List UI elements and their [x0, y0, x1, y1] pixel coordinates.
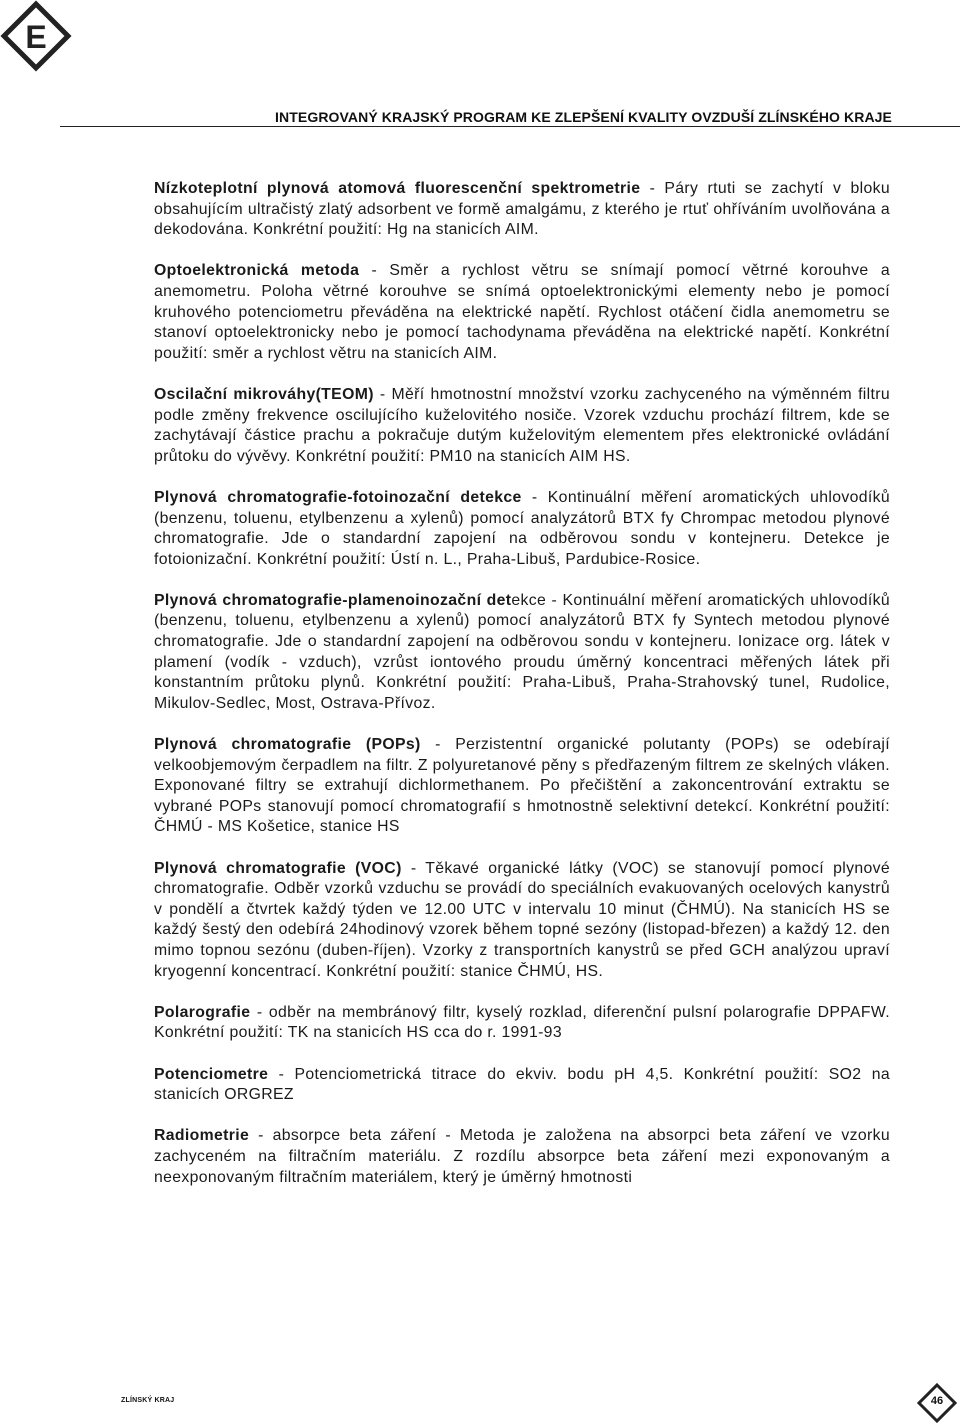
paragraph-title: Oscilační mikrováhy(TEOM) — [154, 385, 374, 403]
paragraph-title: Nízkoteplotní plynová atomová fluorescenční spektrometrie — [154, 180, 641, 197]
paragraph-teom — [154, 385, 890, 467]
logo-letter: E — [25, 19, 47, 55]
paragraph-title: Optoelektronická metoda — [154, 262, 360, 280]
paragraph-body: - Potenciometrická titrace do ekviv. bodu pH 4,5. Konkrétní použití: SO2 na stanicích ORGREZ — [154, 1065, 890, 1104]
paragraph-body: ekce - Kontinuální měření aromatických uhlovodíků (benzenu, toluenu, etylbenzenu a xylenů) pomocí analyzátorů BTX fy Syntech metodou plynové chromatografie. Jde o standardní zapojení na odběrovou sondu v kontejneru. Ionizace org. látek v plamení (vodík - vzduch), vzrůst iontového proudu úměrný koncentraci měřených látek při konstantním průtoku plynů. Konkrétní použití: Praha-Libuš, Praha-Strahovský tunel, Rudolice, Mikulov-Sedlec, Most, Ostrava-Přívoz. — [154, 591, 890, 712]
paragraph-body: - absorpce beta záření - Metoda je založena na absorpci beta záření ve vzorku zachyceném na filtračním materiálu. Z rozdílu absorpce beta záření mezi exponovaným a neexponovaným filtračním materiálem, který je úměrný hmotnosti — [154, 1127, 890, 1186]
paragraph-body: - Kontinuální měření aromatických uhlovodíků (benzenu, toluenu, etylbenzenu a xylenů) pomocí analyzátorů BTX fy Chrompac metodou plynové chromatografie. Jde o standardní zapojení na odběrovou sondu v kontejneru. Detekce je fotoionizační. Konkrétní použití: Ústí n. L., Praha-Libuš, Pardubice-Rosice. — [154, 488, 890, 568]
main-content — [154, 179, 890, 1209]
paragraph-body: - Perzistentní organické polutanty (POPs) se odebírají velkoobjemovým čerpadlem na filtr. Z polyuretanové pěny s předřazeným filtrem ze skelných vláken. Exponované filtry se extrahují dichlormethanem. Po přečištění a zakoncentrování extraktu se vybrané POPs stanovují pomocí chromatografií s hmotnostně selektivní detekcí. Konkrétní použití: ČHMÚ - MS Košetice, stanice HS — [154, 736, 890, 836]
page-number: 46 — [930, 1395, 944, 1407]
paragraph-body: - Těkavé organické látky (VOC) se stanovují pomocí plynové chromatografie. Odběr vzorků vzduchu se provádí do speciálních evakuovaných ocelových kanystrů v pondělí a čtvrtek každý týden ve 12.00 UTC v intervalu 10 minut (ČHMÚ). Na stanicích HS se každý šestý den odebírá 24hodinový vzorek během topné sezóny (listopad-březen) a každý 12. den mimo topnou sezónu (duben-říjen). Vzorky z transportních kanystrů se před GCH analýzou upraví kryogenní koncentrací. Konkrétní použití: stanice ČHMÚ, HS. — [154, 859, 890, 980]
paragraph-gc-pid — [154, 488, 890, 570]
paragraph-title: Plynová chromatografie (VOC) — [154, 859, 402, 877]
paragraph-gc-pops — [154, 735, 890, 838]
paragraph-title: Plynová chromatografie (POPs) — [154, 736, 421, 754]
paragraph-potentiometry — [154, 1065, 890, 1106]
header-title: INTEGROVANÝ KRAJSKÝ PROGRAM KE ZLEPŠENÍ KVALITY OVZDUŠÍ ZLÍNSKÉHO KRAJE — [275, 109, 892, 125]
e-logo-icon — [0, 0, 72, 72]
paragraph-title: Radiometrie — [154, 1127, 250, 1145]
paragraph-optoelectronic — [154, 261, 890, 364]
paragraph-title: Potenciometre — [154, 1065, 269, 1083]
paragraph-radiometry — [154, 1126, 890, 1188]
paragraph-body: - Měří hmotnostní množství vzorku zachyceného na výměnném filtru podle změny frekvence oscilujícího kuželovitého nosiče. Vzorek vzduchu prochází filtrem, kde se zachytávají částice prachu a pokračuje dutým kuželovitým elementem přes elektronické ovládání průtoku do vývěvy. Konkrétní použití: PM10 na stanicích AIM HS. — [154, 385, 891, 465]
paragraph-gc-voc — [154, 859, 890, 983]
paragraph-gc-fid — [154, 591, 890, 715]
paragraph-title: Plynová chromatografie-plamenoinozační det — [154, 591, 512, 609]
paragraph-title: Polarografie — [154, 1003, 251, 1021]
paragraph-body: - Směr a rychlost větru se snímají pomocí větrné korouhve a anemometru. Poloha větrné korouhve se snímá optoelektronickými elementy nebo je pomocí kruhového potenciometru převáděna na elektrické napětí. Rychlost otáčení čidla anemometru se stanoví optoelektronicky nebo je pomocí tachodynama převáděna na elektrické napětí. Konkrétní použití: směr a rychlost větru na stanicích AIM. — [154, 262, 890, 362]
paragraph-body: - odběr na membránový filtr, kyselý rozklad, diferenční pulsní polarografie DPPAFW. Konkrétní použití: TK na stanicích HS cca do r. 1991-93 — [154, 1003, 890, 1042]
header-divider — [60, 126, 960, 127]
paragraph-title: Plynová chromatografie-fotoinozační detekce — [154, 488, 522, 506]
paragraph-afs — [154, 179, 890, 241]
paragraph-body: - Páry rtuti se zachytí v bloku obsahujícím ultračistý zlatý adsorbent ve formě amalgámu, z kterého je rtuť ohříváním uvolňována a dekodována. Konkrétní použití: Hg na stanicích AIM. — [154, 180, 891, 239]
paragraph-polarography — [154, 1003, 890, 1044]
footer-region-label: ZLÍNSKÝ KRAJ — [121, 1397, 175, 1404]
